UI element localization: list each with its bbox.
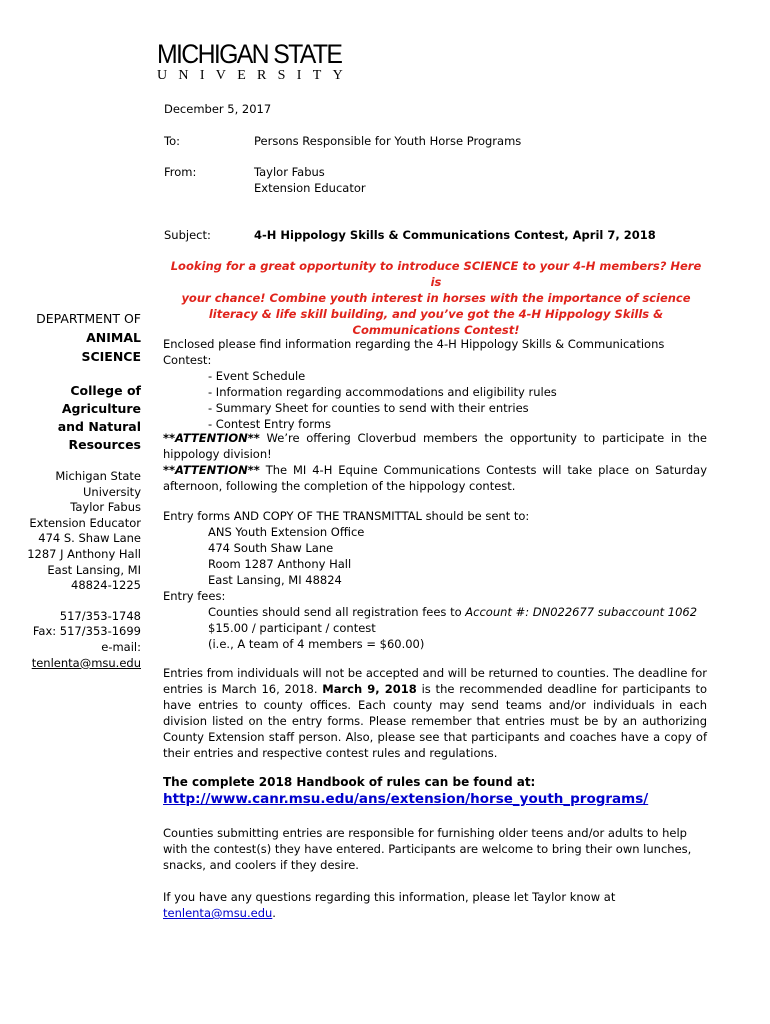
fees-prefix: Counties should send all registration fees to [208, 605, 466, 619]
questions-text: If you have any questions regarding this information, please let Taylor know at [163, 890, 616, 904]
address-line: 474 S. Shaw Lane [38, 531, 141, 546]
address-line: Michigan State [55, 469, 141, 483]
enclosed-item: - Event Schedule [208, 369, 306, 383]
email-label: e-mail: [101, 639, 141, 654]
deadline-text: Entries from individuals will not be accepted and will be returned to counties. The deadline for entries is March 16, 2018. [163, 666, 707, 696]
attention-text: We’re offering Cloverbud members the opportunity to participate in the hippology division! [163, 431, 707, 461]
email-link[interactable]: tenlenta@msu.edu [31, 655, 141, 670]
from-label: From: [164, 165, 197, 179]
account-number: Account #: DN022677 subaccount 1062 [465, 605, 698, 619]
department-line: ANIMAL [86, 330, 141, 345]
department-line: SCIENCE [81, 349, 141, 364]
to-value: Persons Responsible for Youth Horse Programs [254, 134, 522, 148]
address-line: Extension Educator [29, 515, 141, 530]
entry-address-line: ANS Youth Extension Office [208, 525, 365, 539]
entry-fees-label: Entry fees: [163, 589, 226, 603]
fees-line: $15.00 / participant / contest [208, 621, 376, 635]
college-line: Resources [68, 437, 141, 452]
enclosed-item: - Contest Entry forms [208, 417, 331, 431]
attention-para [163, 430, 707, 462]
enclosed-item: - Summary Sheet for counties to send with their entries [208, 401, 529, 415]
msu-logo [157, 39, 354, 84]
college-line: Agriculture [61, 401, 141, 416]
period: . [272, 906, 276, 920]
deadline-text: is the recommended deadline for participants to have entries to county offices. Each county may send teams and/or individuals in each division listed on the entry forms. Please remember that entries must be by an authorizing County Extension staff person. Also, please see that participants and coaches have a copy of their entries and respective contest rules and regulations. [163, 682, 707, 760]
attention-section [163, 430, 707, 494]
address-line: 1287 J Anthony Hall [27, 546, 141, 561]
questions-email-link[interactable]: tenlenta@msu.edu [163, 906, 273, 920]
address-line: 48824-1225 [71, 578, 141, 593]
entry-section [163, 508, 707, 652]
attention-label: **ATTENTION** [163, 431, 260, 445]
address-line: Taylor Fabus [70, 500, 141, 515]
from-name: Taylor Fabus [254, 165, 325, 179]
college-line: and Natural [57, 419, 141, 434]
attention-text: The MI 4-H Equine Communications Contests will take place on Saturday afternoon, following the completion of the hippology contest. [163, 463, 707, 493]
handbook-label: The complete 2018 Handbook of rules can be found at: [163, 775, 536, 789]
sidebar [1, 309, 141, 671]
logo-line-2: UNIVERSITY [157, 68, 354, 83]
department-line: DEPARTMENT OF [36, 311, 141, 326]
enclosed-section [163, 336, 707, 432]
subject-label: Subject: [164, 228, 211, 242]
address-line: University [82, 484, 141, 499]
handbook-link[interactable]: http://www.canr.msu.edu/ans/extension/horse_youth_programs/ [163, 791, 649, 807]
closing-paragraph: Counties submitting entries are responsible for furnishing older teens and/or adults to help with the contest(s) they have entered. Participants are welcome to bring their own lunches, snacks, and coolers if they desire. [163, 826, 692, 872]
attention-para [163, 462, 707, 494]
entry-address-line: 474 South Shaw Lane [208, 541, 334, 555]
questions-email-line [163, 905, 707, 921]
intro-line: Looking for a great opportunity to introduce SCIENCE to your 4-H members? Here is [170, 259, 702, 289]
attention-label: **ATTENTION** [163, 463, 260, 477]
sidebar-address [1, 469, 141, 594]
sidebar-contact [1, 609, 141, 671]
to-label: To: [164, 134, 180, 148]
intro-line: your chance! Combine youth interest in horses with the importance of science [181, 291, 691, 305]
subject-value: 4-H Hippology Skills & Communications Contest, April 7, 2018 [254, 228, 656, 242]
fax: Fax: 517/353-1699 [32, 624, 141, 639]
fees-line: (i.e., A team of 4 members = $60.00) [208, 637, 425, 651]
address-line: East Lansing, MI [47, 562, 141, 577]
intro-line: Communications Contest! [352, 323, 520, 337]
deadline-date: March 9, 2018 [322, 682, 417, 696]
entry-address-line: East Lansing, MI 48824 [208, 573, 342, 587]
college-name [1, 382, 141, 454]
deadline-paragraph [163, 665, 707, 761]
enclosed-item: - Information regarding accommodations and eligibility rules [208, 385, 557, 399]
entry-address-line: Room 1287 Anthony Hall [208, 557, 352, 571]
memo-date: December 5, 2017 [164, 102, 272, 116]
intro-callout [166, 258, 706, 338]
entry-lead: Entry forms AND COPY OF THE TRANSMITTAL should be sent to: [163, 509, 530, 523]
intro-line: literacy & life skill building, and you’ve got the 4-H Hippology Skills & [208, 307, 664, 321]
enclosed-lead: Enclosed please find information regarding the 4-H Hippology Skills & Communications Contest: [163, 337, 665, 367]
college-line: College of [70, 383, 141, 398]
from-title: Extension Educator [254, 181, 366, 195]
questions-paragraph [163, 889, 707, 921]
phone: 517/353-1748 [59, 608, 141, 623]
logo-line-1: MICHIGAN STATE [157, 39, 342, 69]
fees-line [163, 604, 707, 620]
